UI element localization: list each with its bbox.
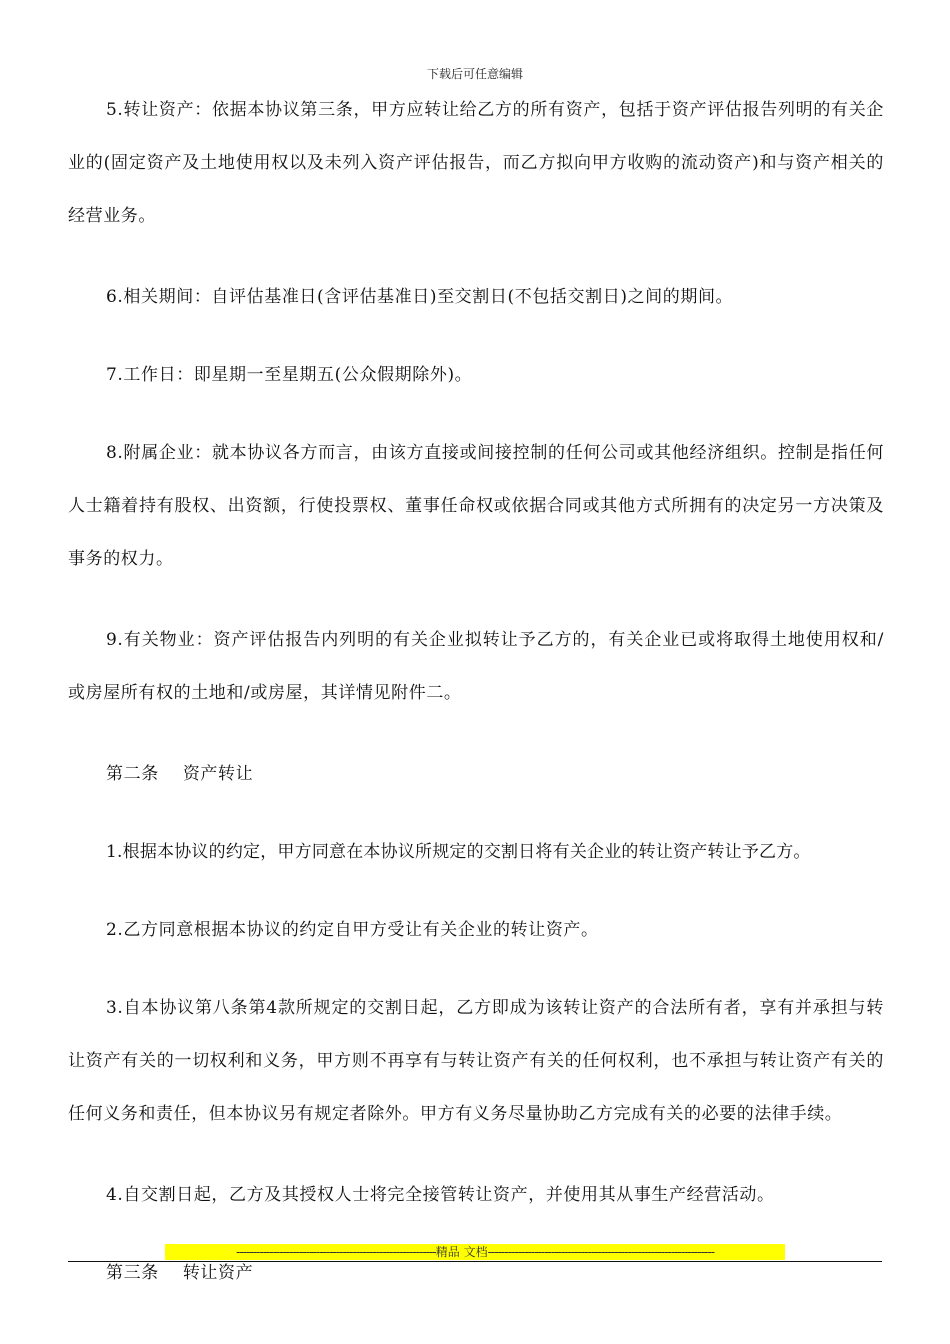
section-3-number: 第三条 bbox=[106, 1263, 159, 1283]
section-2-item-4: 4.自交割日起，乙方及其授权人士将完全接管转让资产，并使用其从事生产经营活动。 bbox=[106, 1185, 775, 1205]
clause-paragraph-5: 5.转让资产：依据本协议第三条，甲方应转让给乙方的所有资产，包括于资产评估报告列明的有关企业的(固定资产及土地使用权以及未列入资产评估报告，而乙方拟向甲方收购的流动资产)和与资产相关的经营业务。 bbox=[68, 100, 884, 226]
footer-banner bbox=[165, 1244, 785, 1260]
footer-right-dashes: -------------------------------------------------------------------- bbox=[487, 1245, 715, 1259]
clause-paragraph-7: 7.工作日：即星期一至星期五(公众假期除外)。 bbox=[106, 365, 473, 385]
section-2-item-2: 2.乙方同意根据本协议的约定自甲方受让有关企业的转让资产。 bbox=[106, 920, 599, 940]
clause-paragraph-8: 8.附属企业：就本协议各方而言，由该方直接或间接控制的任何公司或其他经济组织。控制是指任何人士籍着持有股权、出资额，行使投票权、董事任命权或依据合同或其他方式所拥有的决定另一方决策及事务的权力。 bbox=[68, 443, 884, 569]
section-2-item-3: 3.自本协议第八条第4款所规定的交割日起，乙方即成为该转让资产的合法所有者，享有并承担与转让资产有关的一切权利和义务，甲方则不再享有与转让资产有关的任何权利，也不承担与转让资产有关的任何义务和责任，但本协议另有规定者除外。甲方有义务尽量协助乙方完成有关的必要的法律手续。 bbox=[68, 998, 884, 1124]
header-note: 下载后可任意编辑 bbox=[426, 67, 523, 81]
clause-paragraph-6: 6.相关期间：自评估基准日(含评估基准日)至交割日(不包括交割日)之间的期间。 bbox=[106, 287, 734, 307]
footer-left-dashes: ------------------------------------------------------------ bbox=[235, 1245, 436, 1259]
section-3-title: 转让资产 bbox=[182, 1263, 254, 1283]
footer-label: 精品 文档 bbox=[435, 1245, 488, 1259]
document-body bbox=[68, 84, 884, 1325]
footer-divider bbox=[68, 1261, 882, 1262]
section-2-heading bbox=[68, 748, 884, 801]
section-2-item-1: 1.根据本协议的约定，甲方同意在本协议所规定的交割日将有关企业的转让资产转让予乙方。 bbox=[106, 842, 811, 862]
clause-paragraph-9: 9.有关物业：资产评估报告内列明的有关企业拟转让予乙方的，有关企业已或将取得土地使用权和/或房屋所有权的土地和/或房屋，其详情见附件二。 bbox=[68, 630, 884, 703]
section-2-number: 第二条 bbox=[106, 764, 159, 784]
section-2-title: 资产转让 bbox=[182, 764, 254, 784]
